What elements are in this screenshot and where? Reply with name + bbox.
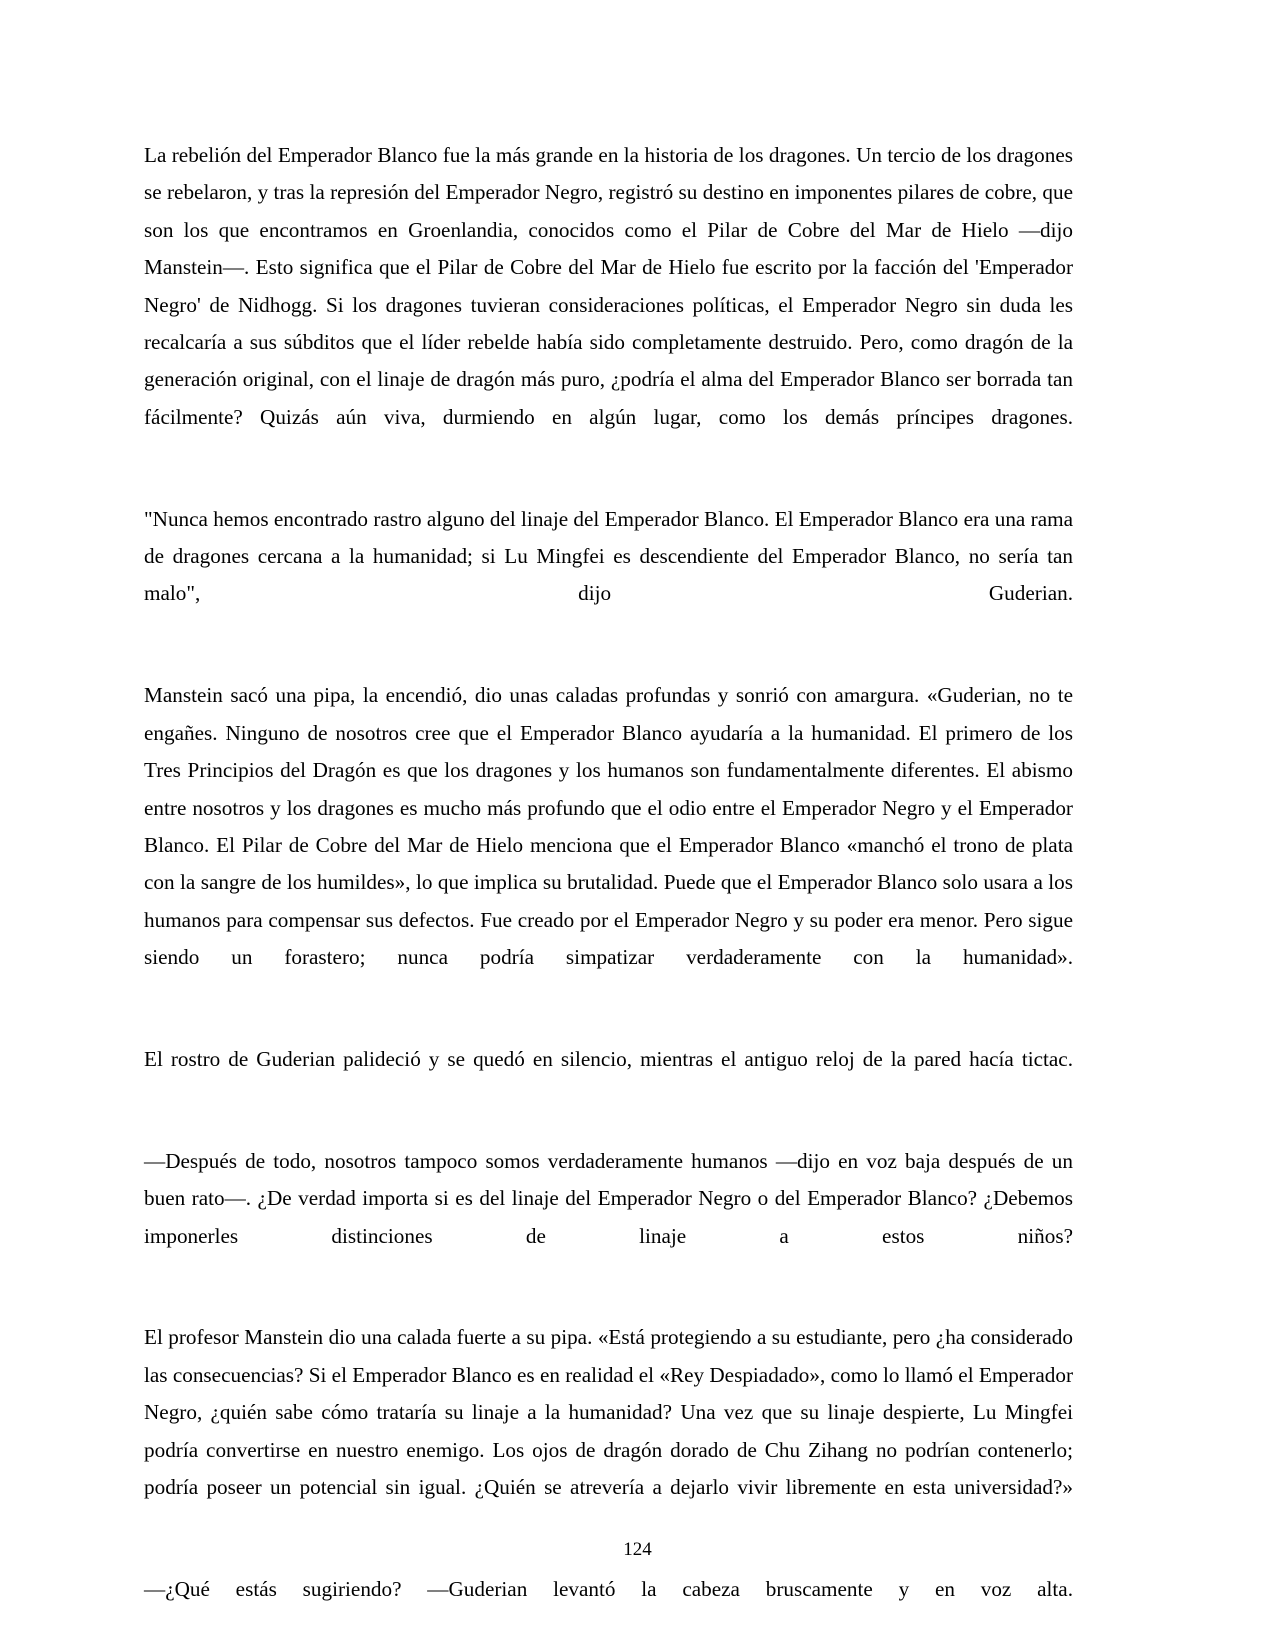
paragraph-6: El profesor Manstein dio una calada fuerte a su pipa. «Está protegiendo a su estudiante, pero ¿ha considerado las consecuencias? Si el Emperador Blanco es en realidad el «Rey Despiadado», como lo llamó el Emperador Negro, ¿quién sabe cómo trataría su linaje a la humanidad? Una vez que su linaje despierte, Lu Mingfei podría convertirse en nuestro enemigo. Los ojos de dragón dorado de Chu Zihang no podrían contenerlo; podría poseer un potencial sin igual. ¿Quién se atrevería a dejarlo vivir libremente en esta universidad?» xyxy=(144,1325,1073,1499)
paragraph-3: Manstein sacó una pipa, la encendió, dio unas caladas profundas y sonrió con amargura. «Guderian, no te engañes. Ninguno de nosotros cree que el Emperador Blanco ayudaría a la humanidad. El primero de los Tres Principios del Dragón es que los dragones y los humanos son fundamentalmente diferentes. El abismo entre nosotros y los dragones es mucho más profundo que el odio entre el Emperador Negro y el Emperador Blanco. El Pilar de Cobre del Mar de Hielo menciona que el Emperador Blanco «manchó el trono de plata con la sangre de los humildes», lo que implica su brutalidad. Puede que el Emperador Blanco solo usara a los humanos para compensar sus defectos. Fue creado por el Emperador Negro y su poder era menor. Pero sigue siendo un forastero; nunca podría simpatizar verdaderamente con la humanidad». xyxy=(144,683,1073,970)
paragraph-7: —¿Qué estás sugiriendo? —Guderian levantó la cabeza bruscamente y en voz alta. xyxy=(144,1576,1073,1601)
paragraph-5: —Después de todo, nosotros tampoco somos verdaderamente humanos —dijo en voz baja después de un buen rato—. ¿De verdad importa si es del linaje del Emperador Negro o del Emperador Blanco? ¿Debemos imponerles distinciones de linaje a estos niños? xyxy=(144,1148,1073,1248)
paragraph-4: El rostro de Guderian palideció y se quedó en silencio, mientras el antiguo reloj de la pared hacía tictac. xyxy=(144,1046,1073,1071)
paragraph-1: La rebelión del Emperador Blanco fue la más grande en la historia de los dragones. Un tercio de los dragones se rebelaron, y tras la represión del Emperador Negro, registró su destino en imponentes pilares de cobre, que son los que encontramos en Groenlandia, conocidos como el Pilar de Cobre del Mar de Hielo —dijo Manstein—. Esto significa que el Pilar de Cobre del Mar de Hielo fue escrito por la facción del 'Emperador Negro' de Nidhogg. Si los dragones tuvieran consideraciones políticas, el Emperador Negro sin duda les recalcaría a sus súbditos que el líder rebelde había sido completamente destruido. Pero, como dragón de la generación original, con el linaje de dragón más puro, ¿podría el alma del Emperador Blanco ser borrada tan fácilmente? Quizás aún viva, durmiendo en algún lugar, como los demás príncipes dragones. xyxy=(144,143,1073,429)
page-body-text xyxy=(144,137,1073,1646)
paragraph-2: "Nunca hemos encontrado rastro alguno del linaje del Emperador Blanco. El Emperador Blanco era una rama de dragones cercana a la humanidad; si Lu Mingfei es descendiente del Emperador Blanco, no sería tan malo", dijo Guderian. xyxy=(144,506,1073,606)
page-number: 124 xyxy=(623,1539,652,1560)
